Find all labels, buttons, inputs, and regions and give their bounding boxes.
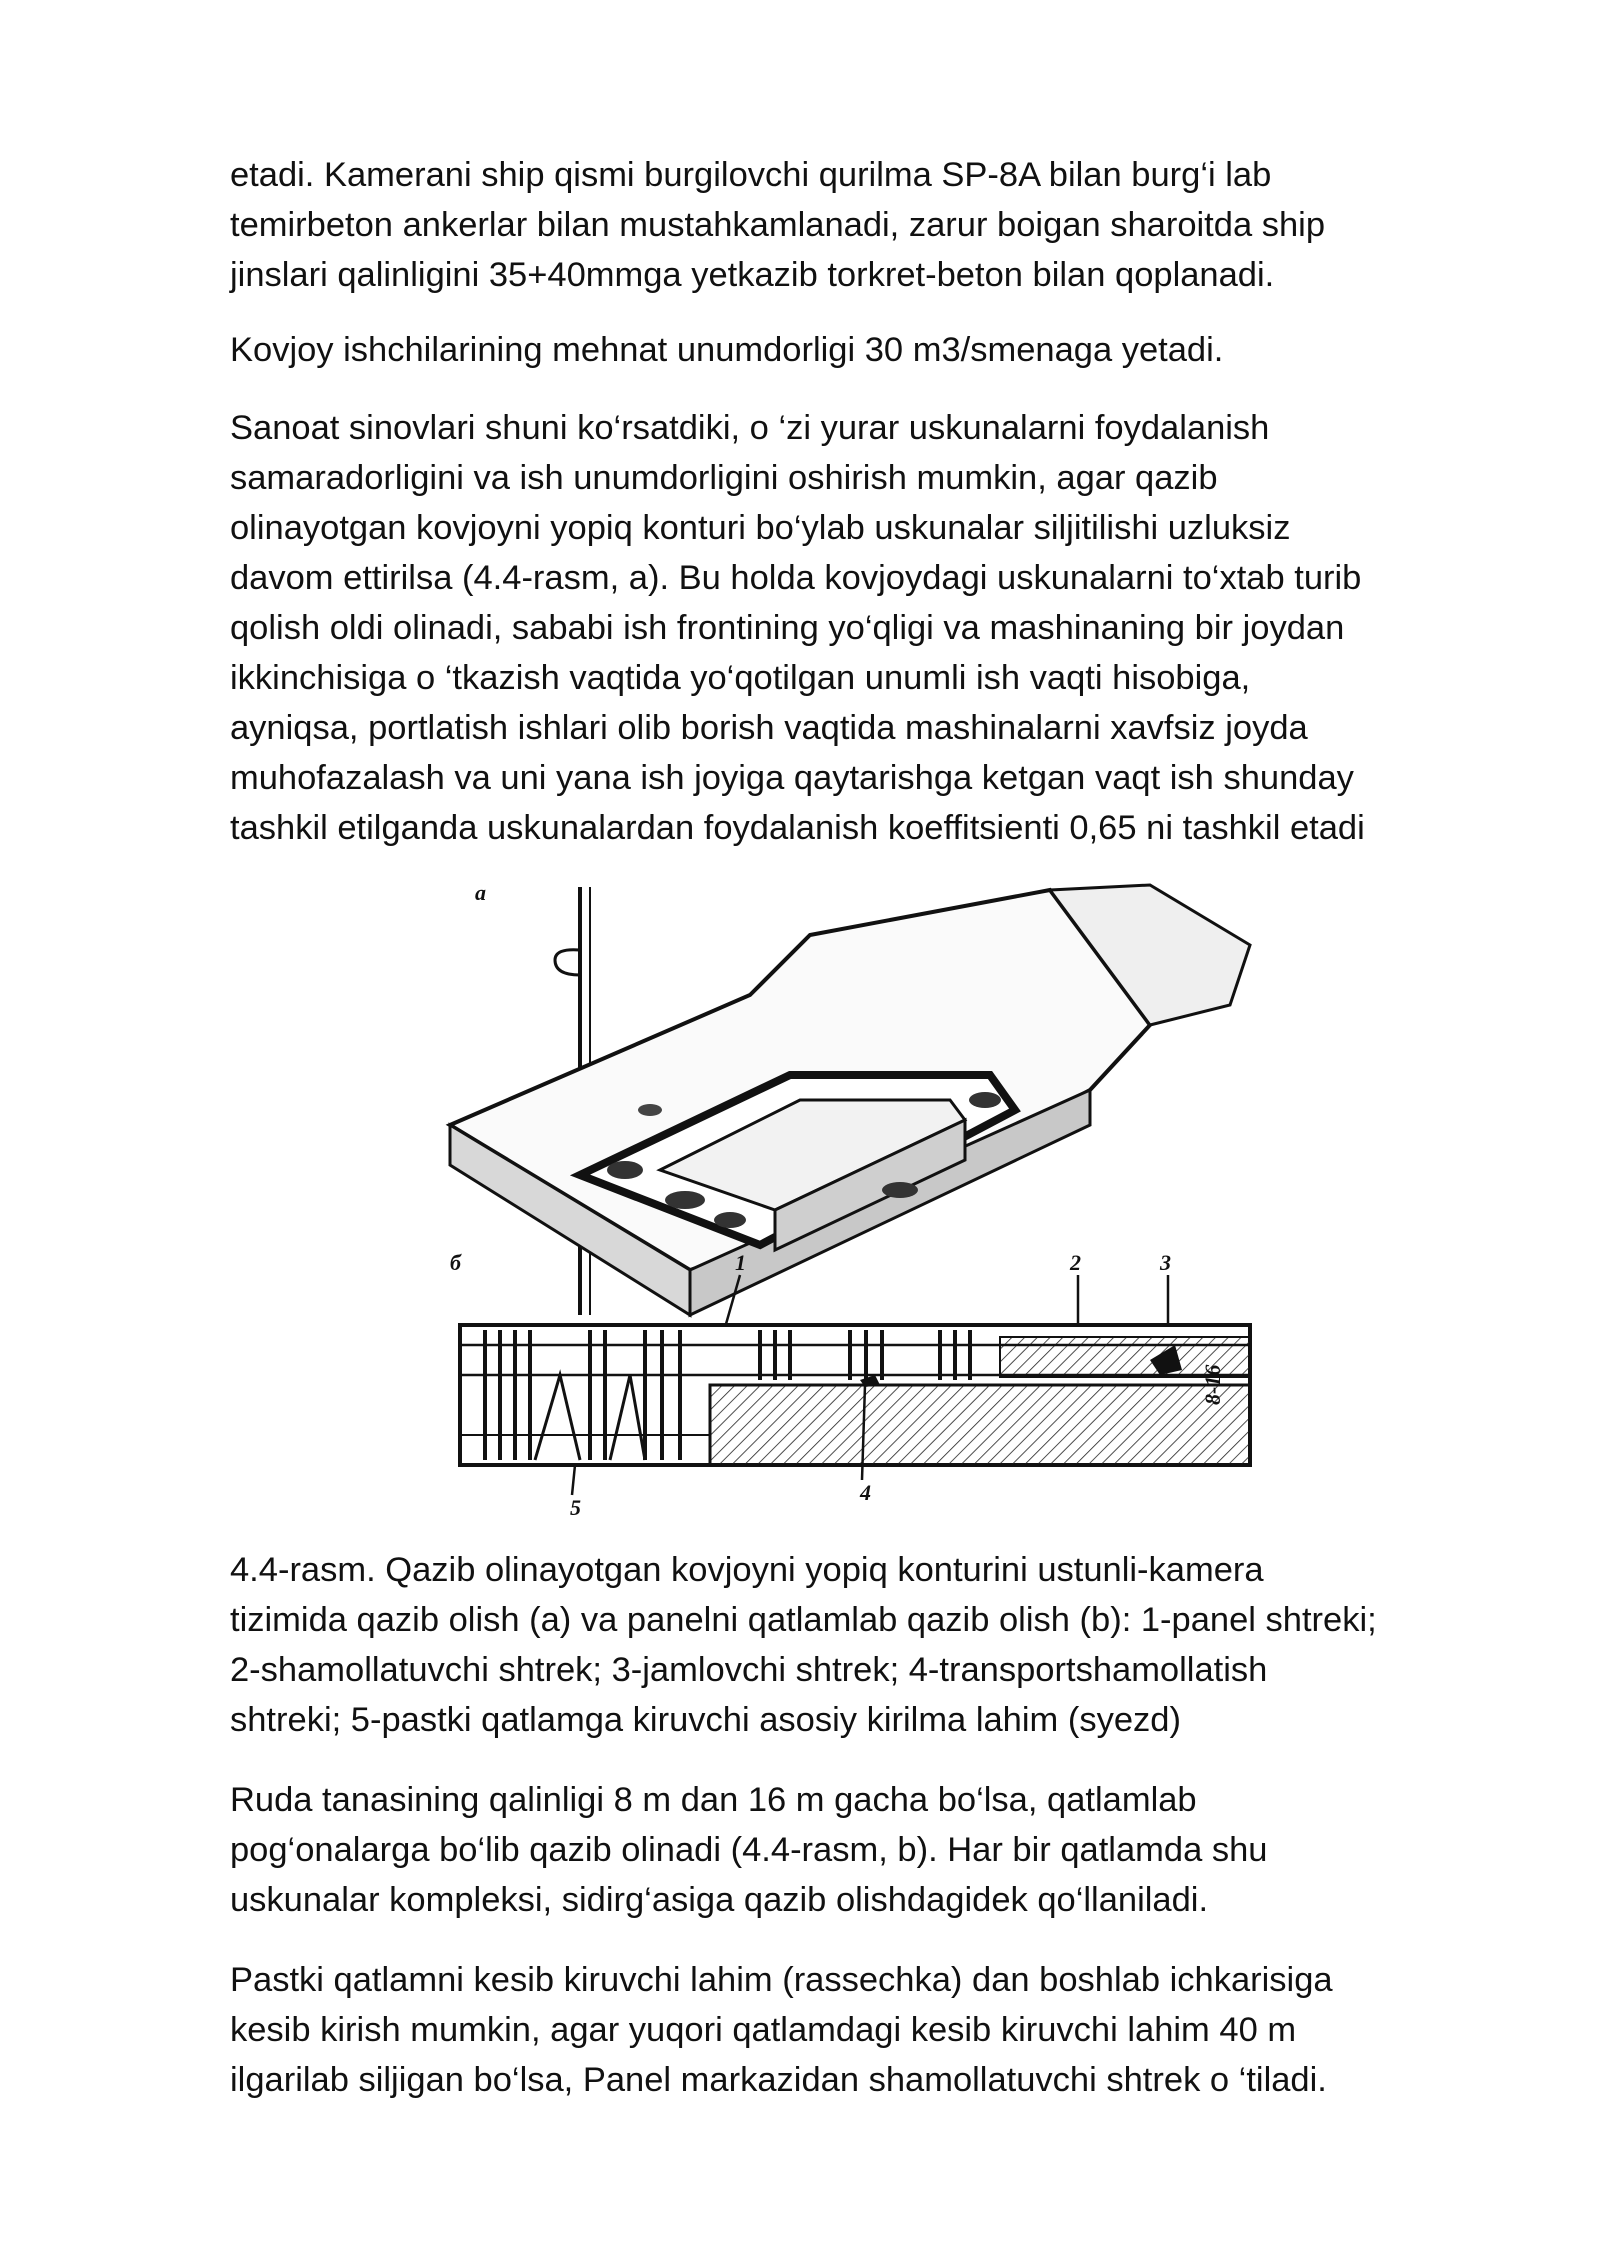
shaft-loop xyxy=(555,950,580,975)
figure-number-5: 5 xyxy=(570,1495,581,1520)
figure-part-b xyxy=(450,1250,1250,1520)
figure-drawing xyxy=(430,875,1280,1530)
figure-part-a xyxy=(450,880,1250,1315)
machine-1 xyxy=(607,1161,643,1179)
hatched-lower-layer xyxy=(710,1385,1250,1465)
figure-number-3: 3 xyxy=(1160,1250,1171,1275)
paragraph-industrial-tests: Sanoat sinovlari shuni ko‘rsatdiki, o ‘zi yurar uskunalarni foydalanish samaradorligini va ish unumdorligini oshirish mumkin, agar qazib olinayotgan kovjoyni yopiq konturi bo‘ylab uskunalar siljitilishi uzluksiz davom ettirilsa (4.4-rasm, a). Bu holda kovjoydagi uskunalarni to‘xtab turib qolish oldi olinadi, sababi ish frontining yo‘qligi va mashinaning bir joydan ikkinchisiga o ‘tkazish vaqtida yo‘qotilgan unumli ish vaqti hisobiga, ayniqsa, portlatish ishlari olib borish vaqtida mashinalarni xavfsiz joyda muhofazalash va uni yana ish joyiga qaytarishga ketgan vaqt ish shunday tashkil etilganda uskunalardan foydalanish koeffitsienti 0,65 ni tashkil etadi xyxy=(230,409,1365,847)
figure-number-2: 2 xyxy=(1070,1250,1081,1275)
paragraph-productivity: Kovjoy ishchilarining mehnat unumdorligi 30 m3/smenaga yetadi. xyxy=(230,331,1224,369)
machine-2 xyxy=(665,1191,705,1209)
figure-number-1: 1 xyxy=(735,1250,746,1275)
figure-number-4: 4 xyxy=(860,1480,871,1505)
paragraph-lower-layer: Pastki qatlamni kesib kiruvchi lahim (rassechka) dan boshlab ichkarisiga kesib kirish mumkin, agar yuqori qatlamdagi kesib kiruvchi lahim 40 m ilgarilab siljigan bo‘lsa, Panel markazidan shamollatuvchi shtrek o ‘tiladi. xyxy=(230,1961,1333,2099)
paragraph-anchoring: etadi. Kamerani ship qismi burgilovchi qurilma SP-8A bilan burg‘i lab temirbeton ankerlar bilan mustahkamlanadi, zarur boigan sharoitda ship jinslari qalinligini 35+40mmga yetkazib torkret-beton bilan qoplanadi. xyxy=(230,156,1326,294)
figure-caption: 4.4-rasm. Qazib olinayotgan kovjoyni yopiq konturini ustunli-kamera tizimida qazib olish (a) va panelni qatlamlab qazib olish (b): 1-panel shtreki; 2-shamollatuvchi shtrek; 3-jamlovchi shtrek; 4-transportshamollatish shtreki; 5-pastki qatlamga kiruvchi asosiy kirilma lahim (syezd) xyxy=(230,1551,1377,1739)
paragraph-ore-thickness: Ruda tanasining qalinligi 8 m dan 16 m gacha bo‘lsa, qatlamlab pog‘onalarga bo‘lib qazib olinadi (4.4-rasm, b). Har bir qatlamda shu uskunalar kompleksi, sidirg‘asiga qazib olishdagidek qo‘llaniladi. xyxy=(230,1781,1268,1919)
machine-4 xyxy=(882,1182,918,1198)
thickness-dimension: 8-16 xyxy=(1200,1364,1225,1405)
figure-label-a: a xyxy=(475,880,486,905)
figure-4-4 xyxy=(430,875,1280,1530)
machine-6 xyxy=(638,1104,662,1116)
figure-label-b: б xyxy=(450,1250,461,1275)
machine-5 xyxy=(969,1092,1001,1108)
machine-3 xyxy=(714,1212,746,1228)
leader-line-5 xyxy=(572,1465,575,1495)
